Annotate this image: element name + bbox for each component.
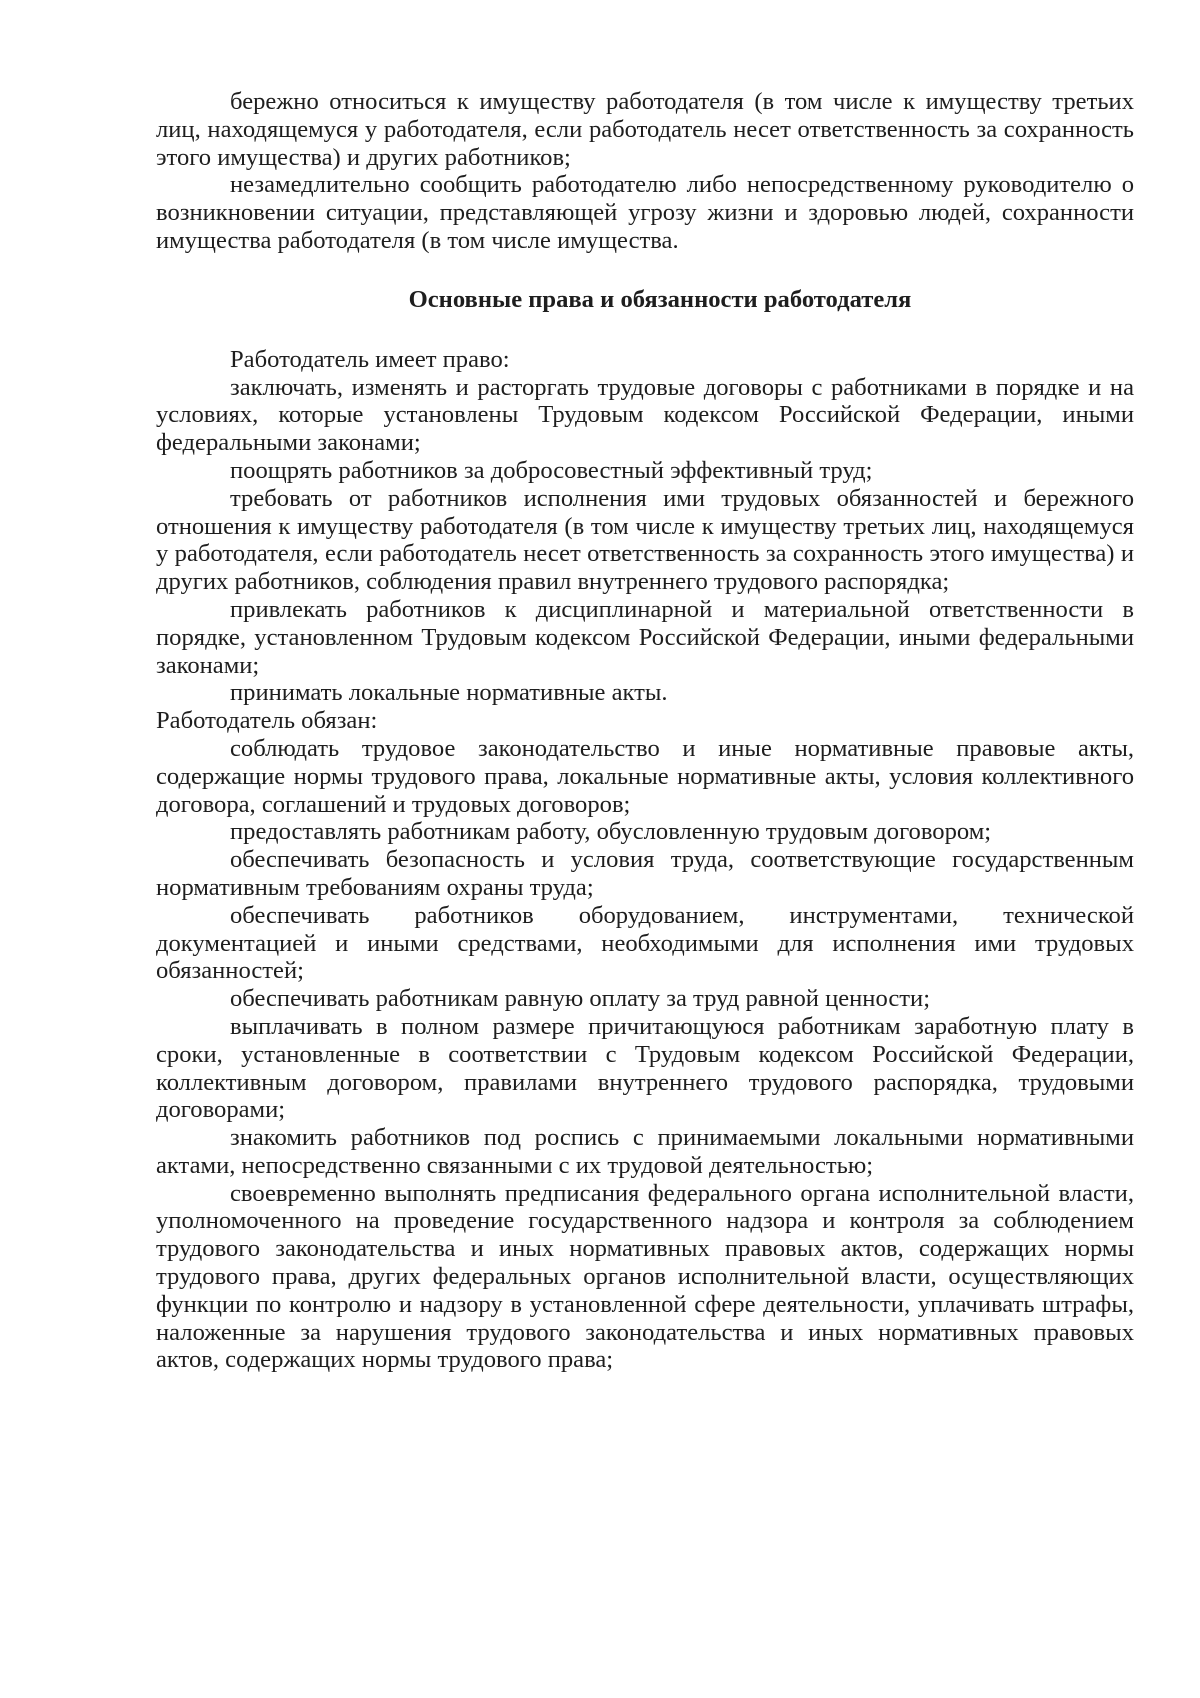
list-item: обеспечивать безопасность и условия труда, соответствующие государственным нормативным требованиям охраны труда; bbox=[156, 846, 1134, 901]
list-item: обеспечивать работникам равную оплату за труд равной ценности; bbox=[230, 985, 931, 1013]
list-item: предоставлять работникам работу, обусловленную трудовым договором; bbox=[230, 818, 992, 846]
list-item: соблюдать трудовое законодательство и иные нормативные правовые акты, содержащие нормы трудового права, локальные нормативные акты, условия коллективного договора, соглашений и трудовых договоров; bbox=[156, 734, 1134, 818]
list-item: привлекать работников к дисциплинарной и материальной ответственности в порядке, установленном Трудовым кодексом Российской Федерации, иными федеральными законами; bbox=[156, 595, 1134, 679]
list-item: требовать от работников исполнения ими трудовых обязанностей и бережного отношения к имуществу работодателя (в том числе к имуществу третьих лиц, находящемуся у работодателя, если работодатель несет ответственность за сохранность этого имущества) и других работников, соблюдения правил внутреннего трудового распорядка; bbox=[156, 484, 1134, 596]
list-item: выплачивать в полном размере причитающуюся работникам заработную плату в сроки, установленные в соответствии с Трудовым кодексом Российской Федерации, коллективным договором, правилами внутреннего трудового распорядка, трудовыми договорами; bbox=[156, 1012, 1134, 1124]
document-body bbox=[156, 88, 1134, 1374]
list-item: принимать локальные нормативные акты. bbox=[230, 679, 668, 707]
rights-intro: Работодатель имеет право: bbox=[230, 345, 510, 373]
list-item: своевременно выполнять предписания федерального органа исполнительной власти, уполномоченного на проведение государственного надзора и контроля за соблюдением трудового законодательства и иных нормативных правовых актов, содержащих нормы трудового права, других федеральных органов исполнительной власти, осуществляющих функции по контролю и надзору в установленной сфере деятельности, уплачивать штрафы, наложенные за нарушения трудового законодательства и иных нормативных правовых актов, содержащих нормы трудового права; bbox=[156, 1179, 1134, 1374]
list-item: обеспечивать работников оборудованием, инструментами, технической документацией и иными средствами, необходимыми для исполнения ими трудовых обязанностей; bbox=[156, 901, 1134, 985]
list-item: знакомить работников под роспись с принимаемыми локальными нормативными актами, непосредственно связанными с их трудовой деятельностью; bbox=[156, 1124, 1134, 1179]
section-heading: Основные права и обязанности работодателя bbox=[408, 285, 912, 313]
paragraph: незамедлительно сообщить работодателю либо непосредственному руководителю о возникновении ситуации, представляющей угрозу жизни и здоровью людей, сохранности имущества работодателя (в том числе имущества. bbox=[156, 171, 1134, 254]
duties-intro: Работодатель обязан: bbox=[156, 707, 378, 735]
paragraph: бережно относиться к имуществу работодателя (в том числе к имуществу третьих лиц, находящемуся у работодателя, если работодатель несет ответственность за сохранность этого имущества) и других работников; bbox=[156, 88, 1134, 171]
list-item: заключать, изменять и расторгать трудовые договоры с работниками в порядке и на условиях, которые установлены Трудовым кодексом Российской Федерации, иными федеральными законами; bbox=[156, 373, 1134, 457]
list-item: поощрять работников за добросовестный эффективный труд; bbox=[230, 456, 873, 484]
